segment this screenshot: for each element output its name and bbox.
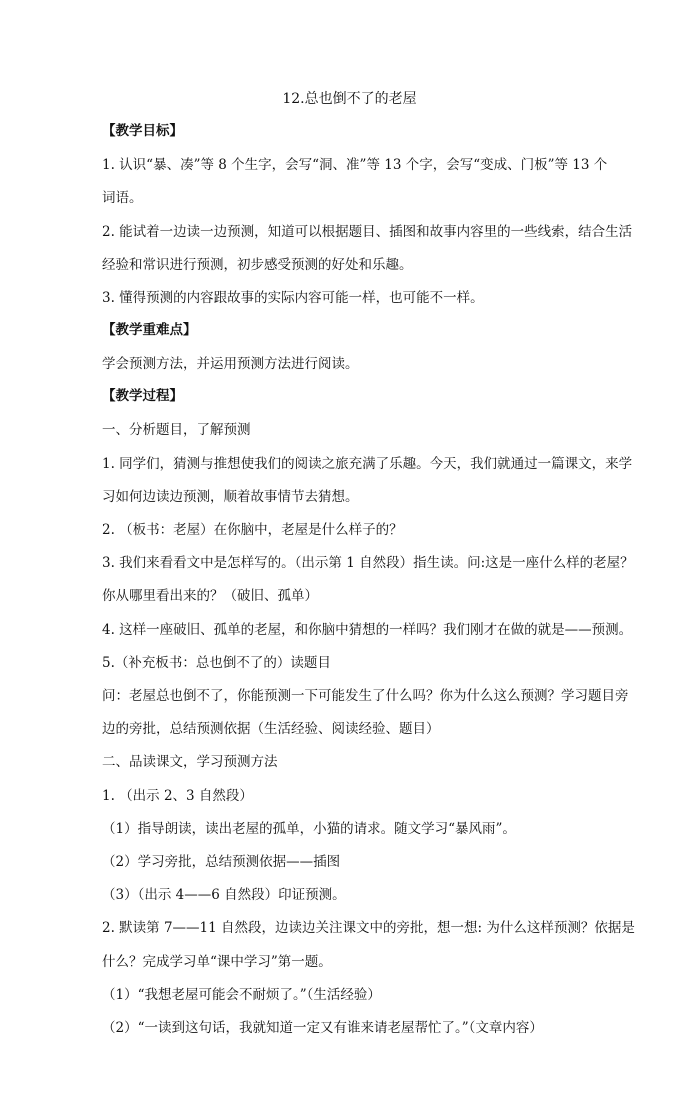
section-heading-key-points: 【教学重难点】 xyxy=(102,322,197,338)
paragraph-line: 经验和常识进行预测，初步感受预测的好处和乐趣。 xyxy=(102,257,413,273)
paragraph-line: 3. 懂得预测的内容跟故事的实际内容可能一样，也可能不一样。 xyxy=(102,290,484,306)
paragraph-line: （1）指导朗读，读出老屋的孤单，小猫的请求。随文学习“暴风雨”。 xyxy=(102,821,516,837)
paragraph-line: 4. 这样一座破旧、孤单的老屋，和你脑中猜想的一样吗？我们刚才在做的就是——预测。 xyxy=(102,622,633,638)
paragraph-line: 1. 同学们，猜测与推想使我们的阅读之旅充满了乐趣。今天，我们就通过一篇课文，来学 xyxy=(102,456,633,472)
paragraph-line: 习如何边读边预测，顺着故事情节去猜想。 xyxy=(102,489,359,505)
paragraph-line: 2. 能试着一边读一边预测，知道可以根据题目、插图和故事内容里的一些线索，结合生活 xyxy=(102,224,633,240)
paragraph-line: 5.（补充板书：总也倒不了的）读题目 xyxy=(102,655,331,671)
paragraph-line: 2. 默读第 7——11 自然段，边读边关注课文中的旁批，想一想: 为什么这样预测？依据是 xyxy=(102,920,635,936)
paragraph-line: 1. 认识“暴、凑”等 8 个生字，会写“洞、准”等 13 个字，会写“变成、门板”等 13 个 xyxy=(102,157,608,173)
subsection-heading: 二、品读课文，学习预测方法 xyxy=(102,754,278,770)
paragraph-line: 你从哪里看出来的？（破旧、孤单） xyxy=(102,588,318,604)
paragraph-line: 2. （板书：老屋）在你脑中，老屋是什么样子的？ xyxy=(102,522,403,538)
section-heading-teaching-goals: 【教学目标】 xyxy=(102,123,183,139)
paragraph-line: 问：老屋总也倒不了，你能预测一下可能发生了什么吗？你为什么这么预测？学习题目旁 xyxy=(102,688,629,704)
paragraph-line: 1. （出示 2、3 自然段） xyxy=(102,788,253,804)
subsection-heading: 一、分析题目，了解预测 xyxy=(102,422,251,438)
paragraph-line: 3. 我们来看看文中是怎样写的。（出示第 1 自然段）指生读。问:这是一座什么样的老屋？ xyxy=(102,555,634,571)
paragraph-line: （2）学习旁批，总结预测依据——插图 xyxy=(102,854,341,870)
paragraph-line: （3）（出示 4——6 自然段）印证预测。 xyxy=(102,887,346,903)
paragraph-line: 词语。 xyxy=(102,190,143,206)
paragraph-line: （1）“我想老屋可能会不耐烦了。”（生活经验） xyxy=(102,987,381,1003)
paragraph-line: 什么？完成学习单“课中学习”第一题。 xyxy=(102,954,332,970)
document-title: 12.总也倒不了的老屋 xyxy=(282,91,417,107)
section-heading-teaching-process: 【教学过程】 xyxy=(102,388,183,404)
paragraph-line: 学会预测方法，并运用预测方法进行阅读。 xyxy=(102,356,359,372)
paragraph-line: 边的旁批，总结预测依据（生活经验、阅读经验、题目） xyxy=(102,721,440,737)
paragraph-line: （2）“一读到这句话，我就知道一定又有谁来请老屋帮忙了。”（文章内容） xyxy=(102,1020,543,1036)
